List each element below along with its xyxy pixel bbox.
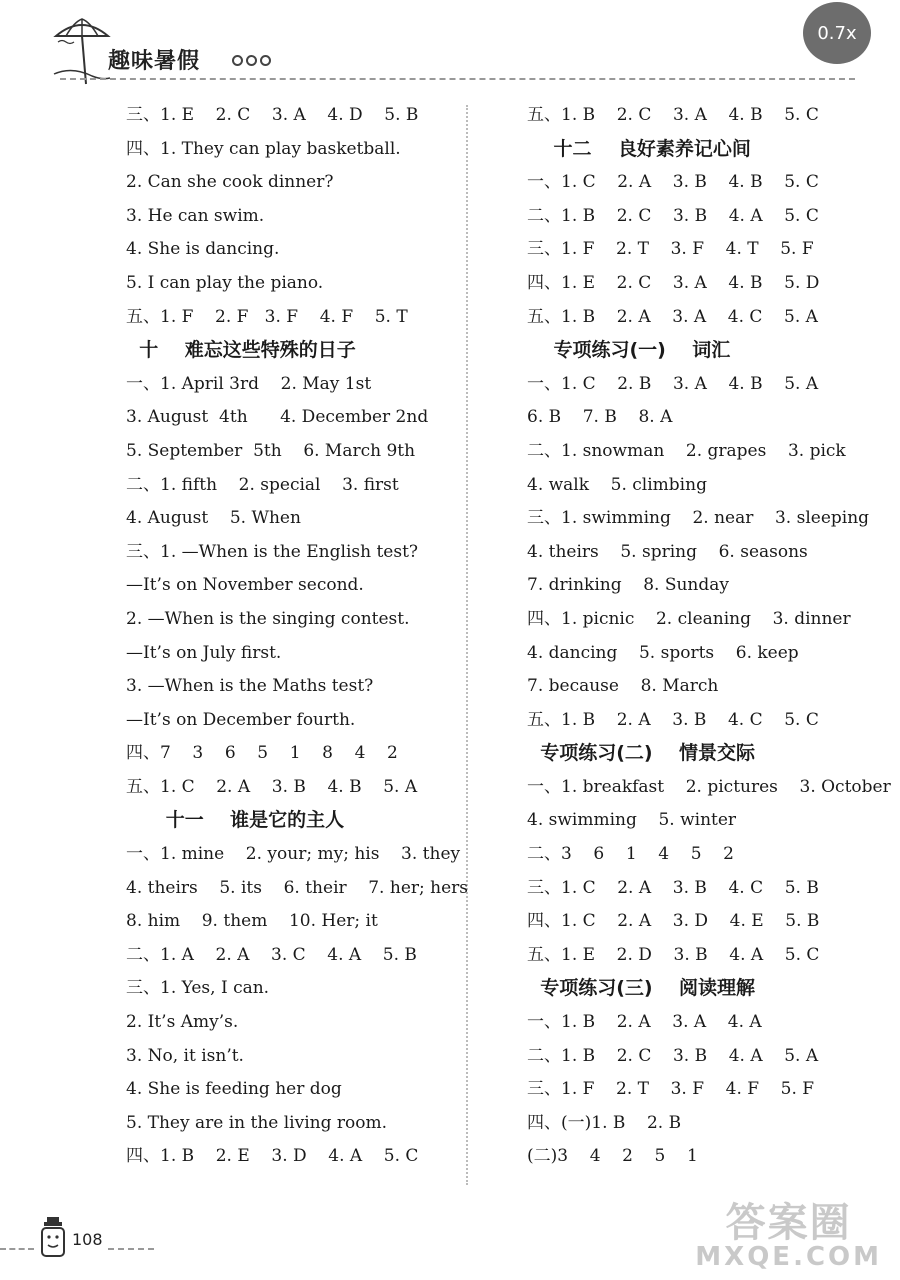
- answer-line: 四、1. picnic 2. cleaning 3. dinner: [527, 608, 851, 629]
- answer-line: 4. August 5. When: [126, 508, 301, 529]
- decorative-dots: [232, 55, 271, 66]
- answer-line: 3. August 4th 4. December 2nd: [126, 407, 429, 428]
- answer-line: 二、1. B 2. C 3. B 4. A 5. A: [527, 1045, 819, 1066]
- footer-dash-left: [0, 1248, 34, 1250]
- answer-line: 四、1. B 2. E 3. D 4. A 5. C: [126, 1146, 419, 1167]
- answer-line: 二、1. B 2. C 3. B 4. A 5. C: [527, 205, 819, 226]
- answer-line: 二、3 6 1 4 5 2: [527, 844, 734, 865]
- answer-line: (二)3 4 2 5 1: [527, 1146, 698, 1167]
- answer-line: 4. theirs 5. spring 6. seasons: [527, 541, 808, 562]
- answer-line: 4. dancing 5. sports 6. keep: [527, 642, 799, 663]
- answer-line: 4. walk 5. climbing: [527, 474, 707, 495]
- answer-line: 三、1. F 2. T 3. F 4. T 5. F: [527, 239, 814, 260]
- answer-line: 2. —When is the singing contest.: [126, 608, 410, 629]
- answer-line: 2. Can she cook dinner?: [126, 172, 334, 193]
- answer-line: 7. drinking 8. Sunday: [527, 575, 729, 596]
- answer-line: 三、1. C 2. A 3. B 4. C 5. B: [527, 877, 819, 898]
- page-header: [0, 0, 900, 90]
- answer-line: 四、1. They can play basketball.: [126, 138, 401, 159]
- page-number: 108: [72, 1230, 103, 1249]
- answer-line: 4. She is dancing.: [126, 239, 280, 260]
- section-heading: 专项练习(一) 词汇: [527, 339, 731, 362]
- answer-line: 三、1. Yes, I can.: [126, 978, 270, 999]
- answer-line: 5. I can play the piano.: [126, 272, 324, 293]
- answer-line: 3. —When is the Maths test?: [126, 676, 374, 697]
- answer-line: 五、1. B 2. C 3. A 4. B 5. C: [527, 105, 819, 125]
- beach-umbrella-icon: [52, 14, 112, 86]
- column-divider: [466, 105, 468, 1185]
- section-heading: 专项练习(三) 阅读理解: [527, 977, 756, 1000]
- left-column: [126, 99, 468, 1174]
- answer-line: 五、1. B 2. A 3. A 4. C 5. A: [527, 306, 818, 327]
- answer-line: 一、1. mine 2. your; my; his 3. they: [126, 844, 461, 865]
- section-heading: 专项练习(二) 情景交际: [527, 742, 756, 765]
- answer-line: 三、1. E 2. C 3. A 4. D 5. B: [126, 105, 419, 125]
- answer-line: 一、1. April 3rd 2. May 1st: [126, 373, 372, 394]
- answer-line: 五、1. B 2. A 3. B 4. C 5. C: [527, 709, 819, 730]
- page-footer: [0, 1210, 300, 1270]
- answer-line: —It’s on July first.: [126, 642, 282, 663]
- zoom-indicator-button[interactable]: 0.7x: [803, 2, 871, 64]
- answer-line: 二、1. A 2. A 3. C 4. A 5. B: [126, 944, 417, 965]
- answer-line: 4. She is feeding her dog: [126, 1079, 342, 1100]
- watermark-url: MXQE.COM: [695, 1242, 882, 1272]
- answer-line: 一、1. B 2. A 3. A 4. A: [527, 1012, 762, 1033]
- answer-line: 三、1. —When is the English test?: [126, 541, 419, 562]
- answer-line: 4. theirs 5. its 6. their 7. her; hers: [126, 877, 468, 898]
- watermark-logo: [695, 1191, 882, 1272]
- answer-line: —It’s on November second.: [126, 575, 364, 596]
- answer-line: 6. B 7. B 8. A: [527, 407, 673, 428]
- answer-line: 一、1. C 2. B 3. A 4. B 5. A: [527, 373, 819, 394]
- answer-line: 二、1. fifth 2. special 3. first: [126, 474, 399, 495]
- section-heading: 十 难忘这些特殊的日子: [126, 339, 356, 362]
- answer-line: —It’s on December fourth.: [126, 709, 356, 730]
- answer-line: 5. They are in the living room.: [126, 1112, 388, 1133]
- answer-line: 一、1. breakfast 2. pictures 3. October: [527, 776, 891, 797]
- footer-dash-right: [108, 1248, 154, 1250]
- answer-line: 五、1. F 2. F 3. F 4. F 5. T: [126, 306, 408, 327]
- answer-line: 7. because 8. March: [527, 676, 719, 697]
- brand-title: 趣味暑假: [108, 49, 201, 74]
- answer-line: 五、1. E 2. D 3. B 4. A 5. C: [527, 944, 820, 965]
- section-heading: 十二 良好素养记心间: [527, 137, 751, 160]
- header-divider: [60, 78, 855, 80]
- answer-line: 四、7 3 6 5 1 8 4 2: [126, 743, 398, 764]
- answer-line: 四、(一)1. B 2. B: [527, 1112, 682, 1133]
- answer-line: 三、1. swimming 2. near 3. sleeping: [527, 508, 870, 529]
- answer-line: 二、1. snowman 2. grapes 3. pick: [527, 440, 846, 461]
- answer-line: 3. He can swim.: [126, 205, 265, 226]
- answer-line: 一、1. C 2. A 3. B 4. B 5. C: [527, 172, 819, 193]
- cartoon-character-icon: [36, 1216, 70, 1260]
- answer-line: 3. No, it isn’t.: [126, 1045, 244, 1066]
- answer-line: 5. September 5th 6. March 9th: [126, 440, 416, 461]
- answer-line: 四、1. C 2. A 3. D 4. E 5. B: [527, 911, 820, 932]
- answer-line: 三、1. F 2. T 3. F 4. F 5. F: [527, 1079, 815, 1100]
- answer-line: 4. swimming 5. winter: [527, 810, 737, 831]
- watermark-text: 答案圈: [725, 1200, 852, 1246]
- section-heading: 十一 谁是它的主人: [126, 809, 345, 832]
- answer-line: 8. him 9. them 10. Her; it: [126, 911, 378, 932]
- answer-line: 五、1. C 2. A 3. B 4. B 5. A: [126, 776, 418, 797]
- answer-line: 四、1. E 2. C 3. A 4. B 5. D: [527, 272, 820, 293]
- answer-line: 2. It’s Amy’s.: [126, 1012, 239, 1033]
- right-column: [527, 99, 891, 1174]
